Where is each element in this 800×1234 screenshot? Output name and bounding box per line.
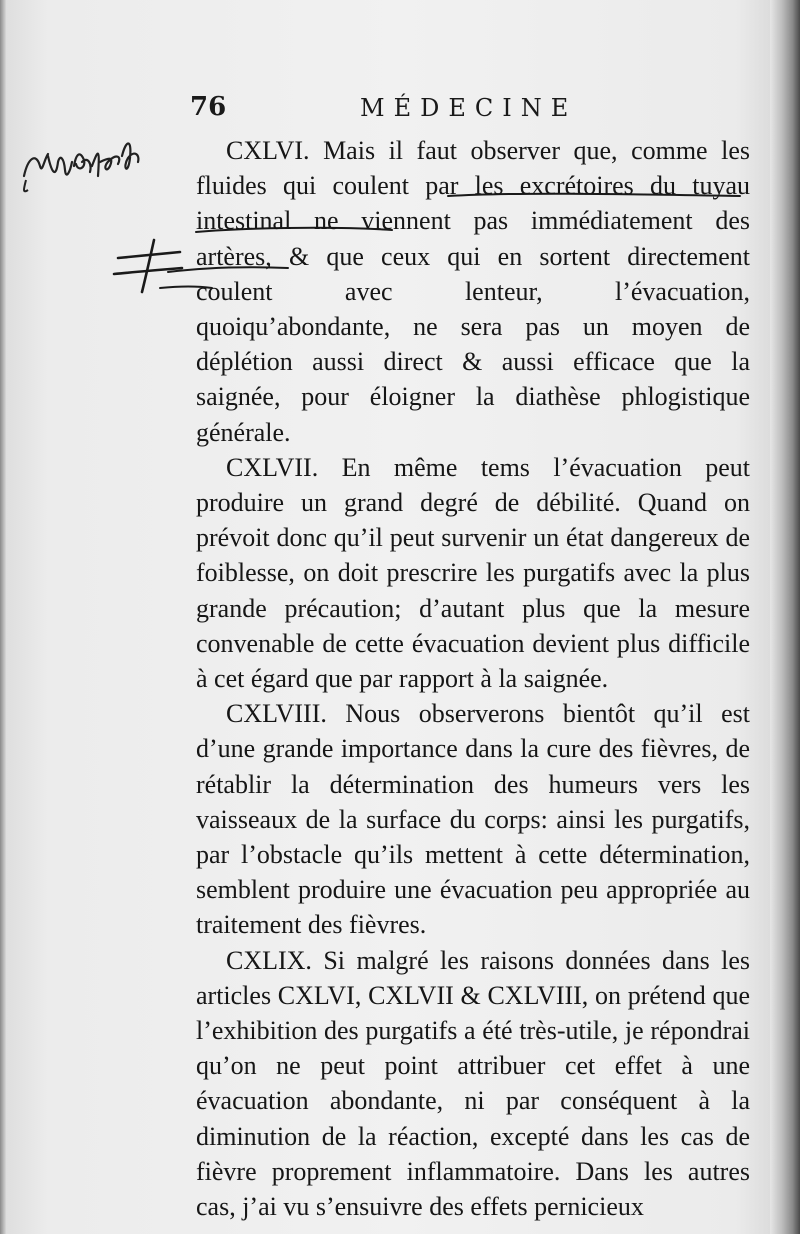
paragraph-cxlvi: CXLVI. Mais il faut observer que, comme les fluides qui coulent par les excrétoires du tuyau intestinal ne viennent pas immédiatement des artères, & que ceux qui en sortent directement coulent avec lenteur, l’évacuation, quoiqu’abondante, ne sera pas un moyen de déplétion aussi direct & aussi efficace que la saignée, pour éloigner la diathèse phlogistique générale. [196, 136, 750, 447]
handwritten-margin-note [18, 136, 148, 200]
page-left-edge [0, 0, 6, 1234]
page-header [190, 92, 750, 132]
running-head: MÉDECINE [360, 94, 578, 122]
paragraph-cxlix: CXLIX. Si malgré les raisons données dans les articles CXLVI, CXLVII & CXLVIII, on prétend que l’exhibition des purgatifs a été très-utile, je répondrai qu’on ne peut point attribuer cet effet à une évacuation abondante, ni par conséquent à la diminution de la réaction, excepté dans les cas de fièvre proprement inflammatoire. Dans les autres cas, j’ai vu s’ensuivre des effets pernicieux [196, 945, 750, 1222]
paragraph-cxlvii: CXLVII. En même tems l’évacuation peut produire un grand degré de débilité. Quand on prévoit donc qu’il peut survenir un état dangereux de foiblesse, on doit prescrire les purgatifs avec la plus grande précaution; d’autant plus que la mesure convenable de cette évacuation devient plus difficile à cet égard que par rapport à la saignée. [196, 452, 750, 694]
page-right-edge [770, 0, 800, 1234]
body-text [196, 133, 750, 1224]
page-number: 76 [190, 92, 227, 122]
cross-mark-icon [110, 230, 190, 300]
paragraph-cxlviii: CXLVIII. Nous observerons bientôt qu’il est d’une grande importance dans la cure des fièvres, de rétablir la détermination des humeurs vers les vaisseaux de la surface du corps: ainsi les purgatifs, par l’obstacle qu’ils mettent à cette détermination, semblent produire une évacuation peu appropriée au traitement des fièvres. [196, 699, 750, 940]
